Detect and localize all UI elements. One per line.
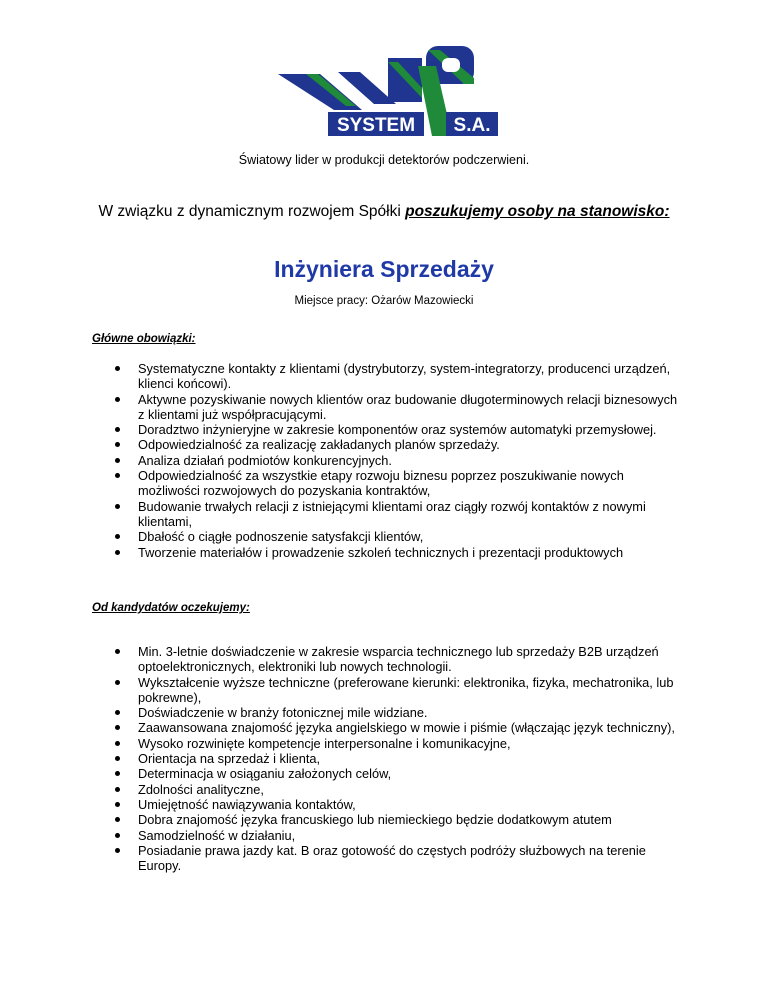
list-item: Odpowiedzialność za realizację zakładanych planów sprzedaży. [92,437,682,452]
logo-sa-text: S.A. [453,115,491,136]
list-item: Samodzielność w działaniu, [92,828,682,843]
list-item: Doświadczenie w branży fotonicznej mile widziane. [92,705,682,720]
list-item: Aktywne pozyskiwanie nowych klientów oraz budowanie długoterminowych relacji biznesowych z klientami już współpracującymi. [92,392,682,423]
list-item: Zaawansowana znajomość języka angielskiego w mowie i piśmie (włączając język techniczny), [92,720,682,735]
duties-heading: Główne obowiązki: [92,333,196,345]
intro-text: W związku z dynamicznym rozwojem Spółki [98,203,406,220]
list-item: Dbałość o ciągłe podnoszenie satysfakcji klientów, [92,529,682,544]
list-item: Posiadanie prawa jazdy kat. B oraz gotowość do częstych podróży służbowych na terenie Europy. [92,843,682,874]
company-tagline: Światowy lider w produkcji detektorów podczerwieni. [238,153,530,167]
list-item: Analiza działań podmiotów konkurencyjnych. [92,453,682,468]
logo-o-hole [442,58,460,72]
list-item: Orientacja na sprzedaż i klienta, [92,751,682,766]
job-title: Inżyniera Sprzedaży [274,256,494,282]
list-item: Min. 3-letnie doświadczenie w zakresie wsparcia technicznego lub sprzedaży B2B urządzeń optoelektronicznych, elektroniki lub nowych technologii. [92,644,682,675]
intro-highlight: poszukujemy osoby na stanowisko: [405,203,670,220]
list-item: Wykształcenie wyższe techniczne (preferowane kierunki: elektronika, fizyka, mechatronika, lub pokrewne), [92,675,682,706]
work-location: Miejsce pracy: Ożarów Mazowiecki [294,295,474,307]
requirements-list [92,644,682,873]
requirements-heading: Od kandydatów oczekujemy: [92,602,250,614]
list-item: Budowanie trwałych relacji z istniejącymi klientami oraz ciągły rozwój kontaktów z nowymi klientami, [92,499,682,530]
duties-list [92,361,682,560]
list-item: Dobra znajomość języka francuskiego lub niemieckiego będzie dodatkowym atutem [92,812,682,827]
list-item: Doradztwo inżynieryjne w zakresie komponentów oraz systemów automatyki przemysłowej. [92,422,682,437]
vigo-system-logo [276,44,500,140]
list-item: Umiejętność nawiązywania kontaktów, [92,797,682,812]
list-item: Zdolności analityczne, [92,782,682,797]
list-item: Odpowiedzialność za wszystkie etapy rozwoju biznesu poprzez poszukiwanie nowych możliwości rozwojowych do pozyskania kontraktów, [92,468,682,499]
list-item: Determinacja w osiąganiu założonych celów, [92,766,682,781]
list-item: Systematyczne kontakty z klientami (dystrybutorzy, system-integratorzy, producenci urządzeń, klienci końcowi). [92,361,682,392]
list-item: Tworzenie materiałów i prowadzenie szkoleń technicznych i prezentacji produktowych [92,545,682,560]
logo-system-text: SYSTEM [336,115,416,136]
list-item: Wysoko rozwinięte kompetencje interpersonalne i komunikacyjne, [92,736,682,751]
intro-sentence [0,203,768,221]
